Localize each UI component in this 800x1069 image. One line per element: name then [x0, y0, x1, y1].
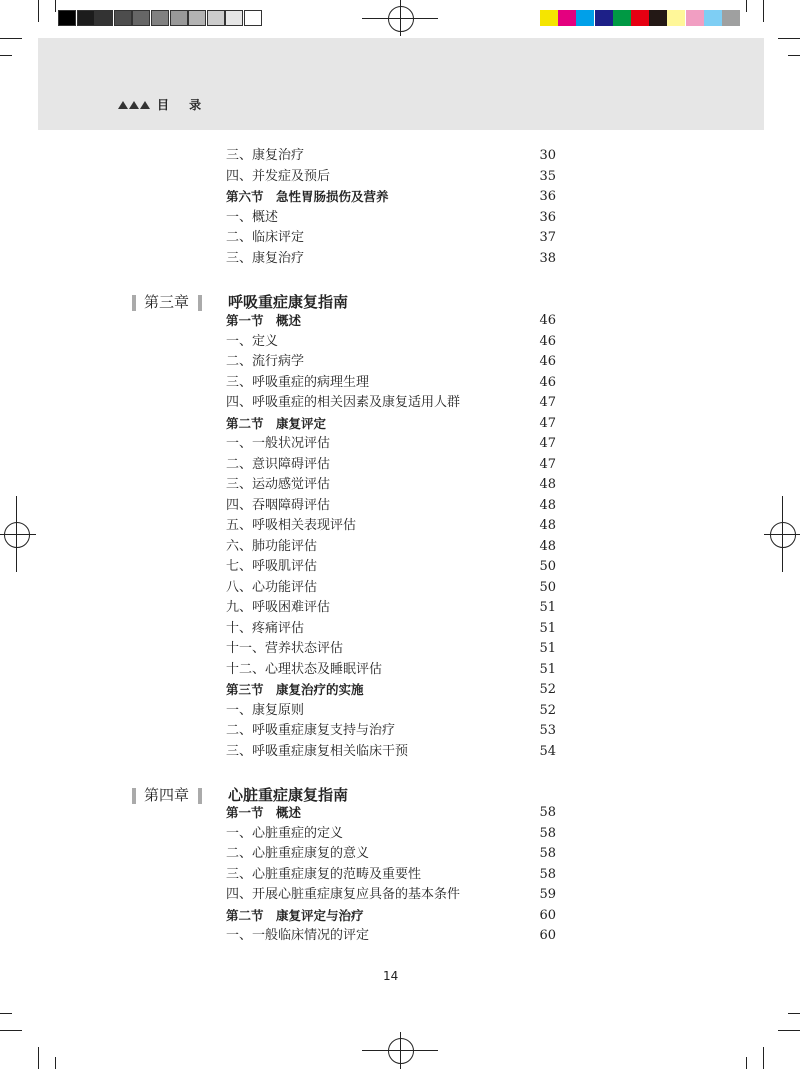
- chapter-label: 第三章: [144, 293, 190, 311]
- triangle-icon: [129, 101, 139, 109]
- color-swatch: [631, 10, 649, 26]
- toc-item-row[interactable]: [226, 639, 556, 659]
- gray-swatch: [77, 10, 95, 26]
- chapter-marker-bar: [132, 788, 136, 804]
- toc-entry-title: 八、心功能评估: [226, 579, 318, 595]
- toc-item-row[interactable]: [226, 516, 556, 536]
- chapter-marker-bar: [198, 788, 202, 804]
- toc-item-row[interactable]: [226, 660, 556, 680]
- toc-entry-title: 三、康复治疗: [226, 148, 305, 163]
- toc-page-number: 58: [539, 846, 556, 861]
- toc-entry-title: 四、吞咽障碍评估: [226, 497, 331, 513]
- toc-item-row[interactable]: [226, 146, 556, 166]
- toc-entry-title: 六、肺功能评估: [226, 538, 318, 554]
- toc-entry-title: 第三节 康复治疗的实施: [226, 682, 364, 697]
- toc-page-number: 50: [539, 579, 556, 595]
- toc-entry-title: 一、概述: [226, 209, 279, 225]
- toc-page-number: 51: [539, 641, 556, 656]
- toc-item-row[interactable]: [226, 393, 556, 413]
- toc-item-row[interactable]: [226, 865, 556, 885]
- color-swatch: [722, 10, 740, 26]
- header-title: 目 录: [157, 98, 203, 112]
- toc-item-row[interactable]: [226, 598, 556, 618]
- toc-entry-title: 九、呼吸困难评估: [226, 600, 331, 615]
- toc-page-number: 48: [539, 497, 556, 513]
- toc-entry-title: 一、一般临床情况的评定: [226, 928, 370, 943]
- toc-entry-title: 第一节 概述: [226, 805, 302, 820]
- toc-entry-title: 四、开展心脏重症康复应具备的基本条件: [226, 887, 461, 902]
- toc-item-row[interactable]: [226, 373, 556, 393]
- toc-page-number: 46: [539, 354, 556, 369]
- toc-entry-title: 三、运动感觉评估: [226, 477, 331, 492]
- color-swatch: [595, 10, 613, 26]
- toc-page-number: 48: [539, 477, 556, 492]
- color-swatch: [576, 10, 594, 26]
- toc-entry-title: 十二、心理状态及睡眠评估: [226, 661, 383, 677]
- toc-page-number: 60: [539, 928, 556, 943]
- toc-item-row[interactable]: [226, 228, 556, 248]
- color-swatch: [649, 10, 667, 26]
- toc-entry-title: 五、呼吸相关表现评估: [226, 518, 357, 533]
- gray-swatch: [188, 10, 206, 26]
- toc-page-number: 36: [539, 209, 556, 225]
- chapter-marker-bar: [198, 295, 202, 311]
- chapter-heading[interactable]: [132, 291, 392, 313]
- toc-entry-title: 三、呼吸重症的病理生理: [226, 374, 370, 390]
- running-header: [118, 96, 202, 113]
- toc-page-number: 46: [539, 333, 556, 349]
- toc-page-number: 38: [539, 250, 556, 266]
- toc-page-number: 58: [539, 866, 556, 882]
- toc-section-row[interactable]: [226, 906, 556, 926]
- toc-section-row[interactable]: [226, 311, 556, 331]
- toc-item-row[interactable]: [226, 721, 556, 741]
- toc-entry-title: 一、康复原则: [226, 702, 305, 718]
- toc-entry-title: 二、意识障碍评估: [226, 456, 331, 472]
- color-swatch: [540, 10, 558, 26]
- color-swatch: [686, 10, 704, 26]
- chapter-marker-bar: [132, 295, 136, 311]
- toc-page-number: 37: [539, 230, 556, 245]
- toc-item-row[interactable]: [226, 619, 556, 639]
- toc-entry-title: 二、流行病学: [226, 354, 305, 369]
- toc-page-number: 35: [539, 168, 556, 184]
- toc-page-number: 52: [539, 702, 556, 718]
- toc-page-number: 47: [539, 415, 556, 431]
- gray-swatch: [95, 10, 113, 26]
- toc-section-row[interactable]: [226, 680, 556, 700]
- gray-swatch: [207, 10, 225, 26]
- toc-page-number: 53: [539, 723, 556, 738]
- toc-item-row[interactable]: [226, 352, 556, 372]
- toc-entry-title: 四、并发症及预后: [226, 168, 331, 184]
- toc-entry-title: 十、疼痛评估: [226, 620, 305, 636]
- color-swatch: [667, 10, 685, 26]
- toc-page-number: 58: [539, 805, 556, 820]
- toc-item-row[interactable]: [226, 844, 556, 864]
- toc-page-number: 47: [539, 456, 556, 472]
- toc-item-row[interactable]: [226, 578, 556, 598]
- gray-swatch: [170, 10, 188, 26]
- toc-entry-title: 一、心脏重症的定义: [226, 825, 344, 841]
- toc-page-number: 59: [539, 887, 556, 902]
- toc-page-number: 36: [539, 189, 556, 204]
- chapter-title: 心脏重症康复指南: [228, 786, 349, 804]
- toc-page-number: 52: [539, 682, 556, 697]
- toc-item-row[interactable]: [226, 475, 556, 495]
- toc-entry-title: 七、呼吸肌评估: [226, 559, 318, 574]
- color-swatch: [704, 10, 722, 26]
- triangle-icon: [118, 101, 128, 109]
- toc-section-row[interactable]: [226, 187, 556, 207]
- toc-page-number: 48: [539, 518, 556, 533]
- toc-page-number: 51: [539, 600, 556, 615]
- toc-entry-title: 第二节 康复评定与治疗: [226, 907, 364, 923]
- toc-item-row[interactable]: [226, 885, 556, 905]
- toc-page-number: 60: [539, 907, 556, 923]
- header-band: [38, 38, 764, 130]
- toc-page-number: 51: [539, 620, 556, 636]
- toc-entry-title: 三、呼吸重症康复相关临床干预: [226, 743, 409, 759]
- toc-item-row[interactable]: [226, 824, 556, 844]
- toc-item-row[interactable]: [226, 332, 556, 352]
- toc-item-row[interactable]: [226, 557, 556, 577]
- toc-page-number: 48: [539, 538, 556, 554]
- gray-swatch: [58, 10, 76, 26]
- chapter-label: 第四章: [144, 786, 190, 804]
- toc-page-number: 47: [539, 436, 556, 451]
- toc-item-row[interactable]: [226, 701, 556, 721]
- toc-page-number: 46: [539, 374, 556, 390]
- toc-page-number: 46: [539, 313, 556, 328]
- toc-page-number: 47: [539, 395, 556, 410]
- toc-page-number: 58: [539, 825, 556, 841]
- toc-section-row[interactable]: [226, 414, 556, 434]
- color-swatch: [613, 10, 631, 26]
- toc-entry-title: 第二节 康复评定: [226, 415, 327, 431]
- toc-item-row[interactable]: [226, 167, 556, 187]
- toc-entry-title: 三、康复治疗: [226, 250, 305, 266]
- toc-item-row[interactable]: [226, 496, 556, 516]
- toc-entry-title: 二、心脏重症康复的意义: [226, 846, 370, 861]
- toc-page-number: 54: [539, 743, 556, 759]
- color-swatch: [558, 10, 576, 26]
- gray-swatch: [225, 10, 243, 26]
- toc-item-row[interactable]: [226, 926, 556, 946]
- toc-entry-title: 一、定义: [226, 333, 279, 349]
- toc-entry-title: 四、呼吸重症的相关因素及康复适用人群: [226, 395, 461, 410]
- toc-item-row[interactable]: [226, 434, 556, 454]
- toc-entry-title: 第六节 急性胃肠损伤及营养: [226, 189, 389, 204]
- toc-item-row[interactable]: [226, 208, 556, 228]
- toc-page-number: 30: [539, 148, 556, 163]
- toc-page-number: 50: [539, 559, 556, 574]
- toc-entry-title: 第一节 概述: [226, 313, 302, 328]
- toc-item-row[interactable]: [226, 455, 556, 475]
- gray-swatch: [132, 10, 150, 26]
- toc-entry-title: 一、一般状况评估: [226, 436, 331, 451]
- toc-item-row[interactable]: [226, 537, 556, 557]
- toc-section-row[interactable]: [226, 803, 556, 823]
- gray-swatch: [114, 10, 132, 26]
- toc-entry-title: 十一、营养状态评估: [226, 641, 344, 656]
- chapter-title: 呼吸重症康复指南: [228, 293, 349, 311]
- toc-entry-title: 二、临床评定: [226, 230, 305, 245]
- gray-swatch: [244, 10, 262, 26]
- page-number: 14: [383, 969, 399, 983]
- triangle-icon: [140, 101, 150, 109]
- toc-entry-title: 三、心脏重症康复的范畴及重要性: [226, 866, 422, 882]
- toc-entry-title: 二、呼吸重症康复支持与治疗: [226, 723, 396, 738]
- toc-page-number: 51: [539, 661, 556, 677]
- toc-item-row[interactable]: [226, 742, 556, 762]
- gray-swatch: [151, 10, 169, 26]
- toc-item-row[interactable]: [226, 249, 556, 269]
